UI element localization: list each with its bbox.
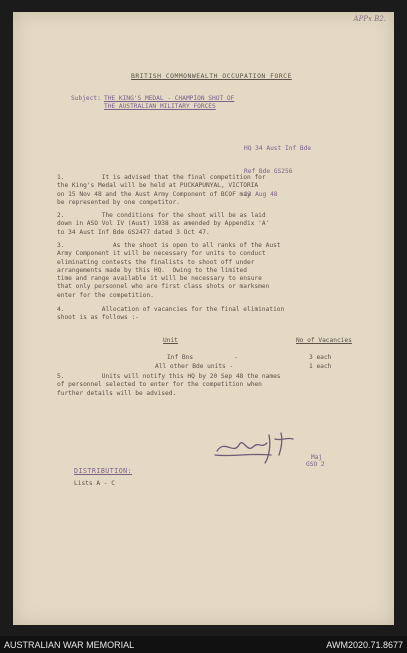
table-header-vacancies: No of Vacancies: [296, 337, 352, 344]
paragraph-line: that only personnel who are first class shots or marksmen: [57, 283, 270, 291]
distribution-label: DISTRIBUTION:: [74, 467, 133, 475]
paragraph-line: eliminating contests the finalists to shoot off under: [57, 258, 255, 266]
table-row-unit: All other Bde units -: [155, 363, 234, 370]
paragraph-number: 5.: [57, 373, 65, 380]
subject-line-2: THE AUSTRALIAN MILITARY FORCES: [104, 103, 216, 110]
paragraph-2: [57, 212, 269, 237]
handwritten-signature: [211, 425, 311, 465]
document-page: [13, 12, 394, 625]
paragraph-line: Allocation of vacancies for the final elimination: [101, 306, 285, 313]
footer-accession-number: AWM2020.71.8677: [326, 640, 403, 650]
paragraph-line: It is advised that the final competition for: [101, 174, 266, 181]
reference-line: HQ 34 Aust Inf Bde: [244, 144, 312, 152]
footer-institution: AUSTRALIAN WAR MEMORIAL: [4, 640, 135, 650]
paragraph-line: be represented by one competitor.: [57, 198, 180, 206]
reference-line: Ref Bde GS256: [244, 167, 293, 175]
paragraph-line: enter for the competition.: [57, 291, 154, 299]
paragraph-line: shoot is as follows :-: [57, 314, 139, 322]
handwritten-reference: APPx B2.: [353, 15, 386, 23]
paragraph-line: arrangements made by this HQ. Owing to the limited: [57, 266, 247, 274]
paragraph-number: 2.: [57, 212, 65, 219]
paragraph-line: The conditions for the shoot will be as laid: [101, 212, 266, 219]
paragraph-line: down in ASO Vol IV (Aust) 1938 as amended by Appendix 'A': [57, 220, 270, 228]
paragraph-line: Units will notify this HQ by 20 Sep 48 the names: [101, 373, 281, 380]
paragraph-line: Army Component it will be necessary for units to conduct: [57, 250, 266, 258]
subject-line-1: THE KING'S MEDAL - CHAMPION SHOT OF: [104, 95, 235, 102]
paragraph-line: time and range available it will be necessary to ensure: [57, 275, 262, 283]
paragraph-1: [57, 174, 266, 207]
table-row-unit: Inf Bns -: [167, 354, 238, 361]
reference-line: 13 Aug 48: [244, 191, 278, 199]
signature-rank: Maj: [311, 454, 323, 461]
paragraph-line: of personnel selected to enter for the competition when: [57, 381, 262, 389]
distribution-value: Lists A - C: [74, 480, 115, 487]
subject-label: Subject:: [71, 95, 101, 102]
paragraph-number: 4.: [57, 306, 65, 313]
table-row-vacancies: 1 each: [309, 363, 332, 370]
paragraph-number: 3.: [57, 242, 65, 249]
paragraph-3: [57, 242, 281, 300]
table-row-vacancies: 3 each: [309, 354, 332, 361]
archive-footer: [0, 636, 407, 653]
paragraph-line: the King's Medal will be held at PUCKAPUNYAL, VICTORIA: [57, 182, 259, 190]
table-header-unit: Unit: [163, 337, 178, 344]
paragraph-line: to 34 Aust Inf Bde GS2477 dated 3 Oct 47.: [57, 228, 210, 236]
paragraph-number: 1.: [57, 174, 65, 181]
signature-title: GSO 2: [306, 461, 325, 468]
paragraph-5: [57, 373, 281, 398]
paragraph-line: further details will be advised.: [57, 389, 177, 397]
paragraph-line: As the shoot is open to all ranks of the Aust: [112, 242, 281, 249]
document-heading: BRITISH COMMONWEALTH OCCUPATION FORCE: [131, 72, 292, 80]
paragraph-4: [57, 306, 284, 323]
paragraph-line: on 15 Nov 48 and the Aust Army Component of BCOF may: [57, 190, 251, 198]
